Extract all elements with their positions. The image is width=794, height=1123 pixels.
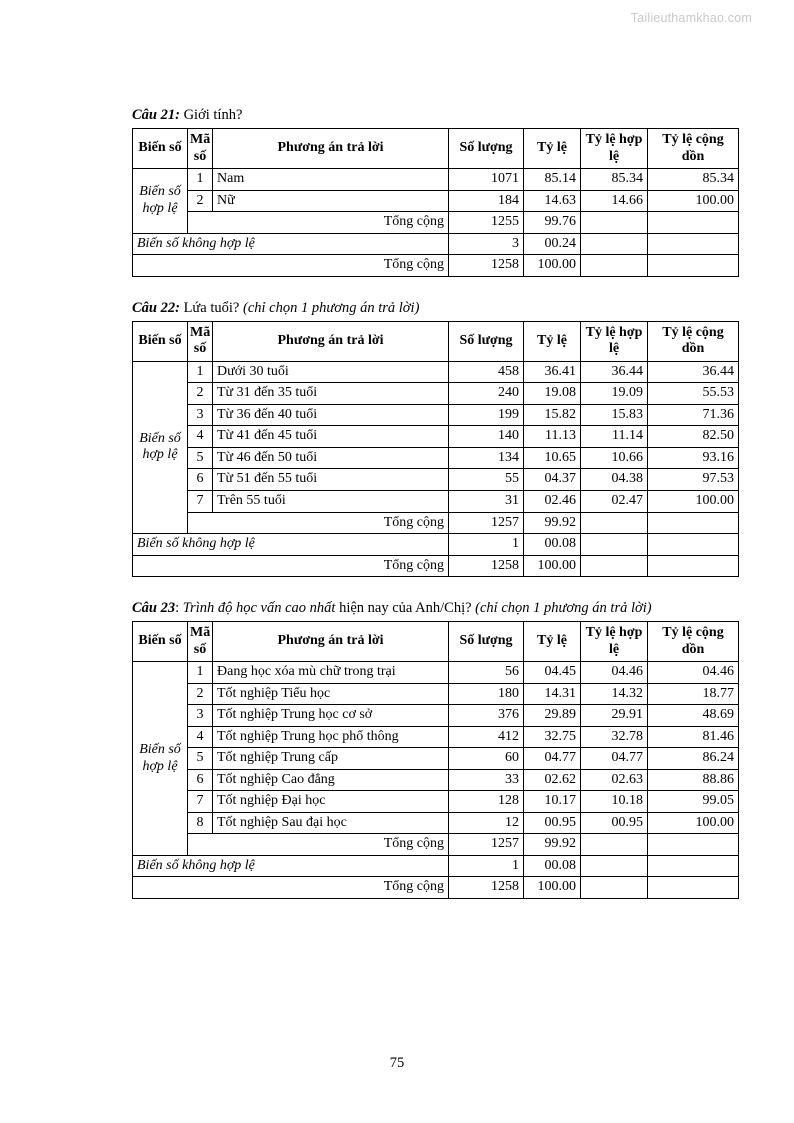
question-note: (chỉ chọn 1 phương án trả lời) [242, 299, 420, 316]
cell-answer: Từ 36 đến 40 tuổi [213, 404, 449, 426]
cell-cumulative-percent: 100.00 [648, 812, 739, 834]
cell-code: 5 [188, 748, 213, 770]
table-row [133, 662, 739, 684]
valid-total-cumulative-percent [648, 834, 739, 856]
question-title-emphasis: Trình độ học vấn cao nhất [182, 600, 336, 617]
cell-valid-percent: 10.18 [581, 791, 648, 813]
grand-total-percent: 100.00 [524, 877, 581, 899]
col-header-code: Mã số [188, 321, 213, 361]
table-row [133, 748, 739, 770]
invalid-variable-label: Biến số không hợp lệ [133, 534, 449, 556]
invalid-percent: 00.24 [524, 233, 581, 255]
grand-total-cumulative-percent [648, 555, 739, 577]
valid-variable-label: Biến số hợp lệ [133, 361, 188, 533]
cell-answer: Từ 41 đến 45 tuổi [213, 426, 449, 448]
table-row [133, 404, 739, 426]
cell-valid-percent: 02.63 [581, 769, 648, 791]
cell-percent: 04.37 [524, 469, 581, 491]
cell-code: 2 [188, 683, 213, 705]
grand-total-label: Tổng cộng [133, 255, 449, 277]
cell-valid-percent: 10.66 [581, 447, 648, 469]
cell-cumulative-percent: 93.16 [648, 447, 739, 469]
table-row [133, 469, 739, 491]
cell-cumulative-percent: 100.00 [648, 190, 739, 212]
cell-code: 6 [188, 469, 213, 491]
cell-cumulative-percent: 18.77 [648, 683, 739, 705]
cell-valid-percent: 04.38 [581, 469, 648, 491]
table-row [133, 726, 739, 748]
question-number: Câu 21: [132, 107, 180, 123]
cell-cumulative-percent: 81.46 [648, 726, 739, 748]
col-header-count: Số lượng [449, 321, 524, 361]
invalid-percent: 00.08 [524, 534, 581, 556]
invalid-valid-percent [581, 233, 648, 255]
col-header-code: Mã số [188, 129, 213, 169]
cell-count: 55 [449, 469, 524, 491]
cell-valid-percent: 04.46 [581, 662, 648, 684]
survey-table [132, 621, 739, 899]
invalid-count: 1 [449, 855, 524, 877]
table-row [133, 190, 739, 212]
invalid-cumulative-percent [648, 855, 739, 877]
cell-code: 5 [188, 447, 213, 469]
table-row [133, 791, 739, 813]
invalid-valid-percent [581, 534, 648, 556]
col-header-code: Mã số [188, 622, 213, 662]
cell-valid-percent: 14.66 [581, 190, 648, 212]
grand-total-row [133, 255, 739, 277]
cell-cumulative-percent: 04.46 [648, 662, 739, 684]
table-header-row [133, 321, 739, 361]
col-header-count: Số lượng [449, 129, 524, 169]
grand-total-percent: 100.00 [524, 555, 581, 577]
cell-code: 7 [188, 490, 213, 512]
cell-count: 134 [449, 447, 524, 469]
cell-count: 199 [449, 404, 524, 426]
valid-total-percent: 99.76 [524, 212, 581, 234]
valid-variable-label: Biến số hợp lệ [133, 662, 188, 856]
page-number: 75 [389, 1055, 405, 1071]
invalid-count: 3 [449, 233, 524, 255]
table-header-row [133, 622, 739, 662]
valid-total-percent: 99.92 [524, 834, 581, 856]
cell-percent: 19.08 [524, 383, 581, 405]
cell-code: 4 [188, 726, 213, 748]
cell-answer: Tốt nghiệp Trung học cơ sở [213, 705, 449, 727]
col-header-answer: Phương án trả lời [213, 129, 449, 169]
question-title: : [175, 600, 183, 617]
col-header-count: Số lượng [449, 622, 524, 662]
cell-percent: 29.89 [524, 705, 581, 727]
invalid-valid-percent [581, 855, 648, 877]
cell-cumulative-percent: 48.69 [648, 705, 739, 727]
cell-count: 184 [449, 190, 524, 212]
grand-total-cumulative-percent [648, 255, 739, 277]
cell-valid-percent: 36.44 [581, 361, 648, 383]
valid-variable-label: Biến số hợp lệ [133, 169, 188, 234]
grand-total-valid-percent [581, 877, 648, 899]
cell-cumulative-percent: 55.53 [648, 383, 739, 405]
col-header-cumulative-percent: Tỷ lệ cộng dồn [648, 622, 739, 662]
cell-count: 412 [449, 726, 524, 748]
cell-valid-percent: 02.47 [581, 490, 648, 512]
valid-total-valid-percent [581, 212, 648, 234]
invalid-percent: 00.08 [524, 855, 581, 877]
cell-count: 140 [449, 426, 524, 448]
cell-count: 128 [449, 791, 524, 813]
grand-total-label: Tổng cộng [133, 555, 449, 577]
cell-answer: Tốt nghiệp Cao đẳng [213, 769, 449, 791]
valid-total-percent: 99.92 [524, 512, 581, 534]
invalid-row [133, 855, 739, 877]
cell-valid-percent: 14.32 [581, 683, 648, 705]
invalid-variable-label: Biến số không hợp lệ [133, 233, 449, 255]
table-row [133, 361, 739, 383]
cell-answer: Từ 31 đến 35 tuổi [213, 383, 449, 405]
col-header-answer: Phương án trả lời [213, 622, 449, 662]
grand-total-valid-percent [581, 255, 648, 277]
table-row [133, 683, 739, 705]
col-header-cumulative-percent: Tỷ lệ cộng dồn [648, 129, 739, 169]
col-header-percent: Tỷ lệ [524, 622, 581, 662]
cell-code: 4 [188, 426, 213, 448]
cell-valid-percent: 85.34 [581, 169, 648, 191]
cell-percent: 10.65 [524, 447, 581, 469]
table-row [133, 769, 739, 791]
cell-valid-percent: 04.77 [581, 748, 648, 770]
table-row [133, 705, 739, 727]
cell-code: 2 [188, 190, 213, 212]
cell-count: 376 [449, 705, 524, 727]
cell-answer: Đang học xóa mù chữ trong trại [213, 662, 449, 684]
cell-percent: 36.41 [524, 361, 581, 383]
question-title: Lứa tuổi? [179, 299, 243, 316]
invalid-cumulative-percent [648, 534, 739, 556]
cell-percent: 14.31 [524, 683, 581, 705]
col-header-valid-percent: Tỷ lệ hợp lệ [581, 129, 648, 169]
cell-count: 60 [449, 748, 524, 770]
cell-code: 7 [188, 791, 213, 813]
table-row [133, 426, 739, 448]
grand-total-row [133, 555, 739, 577]
invalid-variable-label: Biến số không hợp lệ [133, 855, 449, 877]
cell-code: 3 [188, 404, 213, 426]
page-content [132, 106, 738, 921]
valid-total-row [133, 212, 739, 234]
cell-count: 31 [449, 490, 524, 512]
cell-count: 33 [449, 769, 524, 791]
cell-valid-percent: 11.14 [581, 426, 648, 448]
cell-cumulative-percent: 36.44 [648, 361, 739, 383]
valid-total-label: Tổng cộng [188, 212, 449, 234]
col-header-valid-percent: Tỷ lệ hợp lệ [581, 321, 648, 361]
valid-total-count: 1257 [449, 834, 524, 856]
invalid-row [133, 233, 739, 255]
table-row [133, 447, 739, 469]
valid-total-valid-percent [581, 512, 648, 534]
question-note: (chỉ chọn 1 phương án trả lời) [475, 600, 652, 617]
cell-percent: 11.13 [524, 426, 581, 448]
question-number: Câu 22: [132, 299, 180, 316]
col-header-cumulative-percent: Tỷ lệ cộng dồn [648, 321, 739, 361]
cell-valid-percent: 19.09 [581, 383, 648, 405]
col-header-answer: Phương án trả lời [213, 321, 449, 361]
cell-valid-percent: 00.95 [581, 812, 648, 834]
cell-cumulative-percent: 88.86 [648, 769, 739, 791]
cell-answer: Tốt nghiệp Tiểu học [213, 683, 449, 705]
cell-count: 180 [449, 683, 524, 705]
cell-valid-percent: 15.83 [581, 404, 648, 426]
table-header-row [133, 129, 739, 169]
cell-count: 1071 [449, 169, 524, 191]
col-header-percent: Tỷ lệ [524, 321, 581, 361]
cell-cumulative-percent: 99.05 [648, 791, 739, 813]
cell-percent: 10.17 [524, 791, 581, 813]
cell-answer: Trên 55 tuổi [213, 490, 449, 512]
valid-total-valid-percent [581, 834, 648, 856]
col-header-variable: Biến số [133, 321, 188, 361]
question-number: Câu 23 [132, 600, 176, 617]
cell-answer: Từ 46 đến 50 tuổi [213, 447, 449, 469]
valid-total-row [133, 512, 739, 534]
table-row [133, 490, 739, 512]
cell-answer: Tốt nghiệp Trung học phổ thông [213, 726, 449, 748]
question-heading [132, 599, 738, 617]
cell-code: 1 [188, 662, 213, 684]
cell-percent: 02.46 [524, 490, 581, 512]
col-header-variable: Biến số [133, 129, 188, 169]
cell-code: 8 [188, 812, 213, 834]
question-heading [132, 106, 738, 124]
cell-count: 56 [449, 662, 524, 684]
cell-answer: Tốt nghiệp Trung cấp [213, 748, 449, 770]
grand-total-count: 1258 [449, 555, 524, 577]
invalid-count: 1 [449, 534, 524, 556]
valid-total-count: 1255 [449, 212, 524, 234]
valid-total-cumulative-percent [648, 512, 739, 534]
cell-percent: 04.77 [524, 748, 581, 770]
table-row [133, 169, 739, 191]
site-watermark: Tailieuthamkhao.com [630, 11, 752, 25]
invalid-row [133, 534, 739, 556]
valid-total-row [133, 834, 739, 856]
cell-answer: Từ 51 đến 55 tuổi [213, 469, 449, 491]
grand-total-count: 1258 [449, 255, 524, 277]
cell-answer: Tốt nghiệp Đại học [213, 791, 449, 813]
valid-total-label: Tổng cộng [188, 512, 449, 534]
cell-cumulative-percent: 97.53 [648, 469, 739, 491]
cell-percent: 85.14 [524, 169, 581, 191]
cell-percent: 04.45 [524, 662, 581, 684]
question-title-tail: hiện nay của Anh/Chị? [335, 600, 476, 617]
cell-code: 1 [188, 169, 213, 191]
valid-total-cumulative-percent [648, 212, 739, 234]
cell-answer: Nam [213, 169, 449, 191]
cell-percent: 02.62 [524, 769, 581, 791]
valid-total-label: Tổng cộng [188, 834, 449, 856]
cell-code: 6 [188, 769, 213, 791]
cell-answer: Nữ [213, 190, 449, 212]
cell-percent: 32.75 [524, 726, 581, 748]
grand-total-row [133, 877, 739, 899]
question-title: Giới tính? [179, 107, 243, 123]
survey-table [132, 128, 739, 277]
cell-percent: 00.95 [524, 812, 581, 834]
cell-percent: 14.63 [524, 190, 581, 212]
grand-total-valid-percent [581, 555, 648, 577]
cell-percent: 15.82 [524, 404, 581, 426]
col-header-variable: Biến số [133, 622, 188, 662]
cell-count: 240 [449, 383, 524, 405]
table-row [133, 383, 739, 405]
grand-total-count: 1258 [449, 877, 524, 899]
invalid-cumulative-percent [648, 233, 739, 255]
cell-code: 3 [188, 705, 213, 727]
cell-answer: Tốt nghiệp Sau đại học [213, 812, 449, 834]
cell-code: 2 [188, 383, 213, 405]
table-row [133, 812, 739, 834]
cell-cumulative-percent: 86.24 [648, 748, 739, 770]
grand-total-label: Tổng cộng [133, 877, 449, 899]
cell-cumulative-percent: 85.34 [648, 169, 739, 191]
col-header-percent: Tỷ lệ [524, 129, 581, 169]
valid-total-count: 1257 [449, 512, 524, 534]
cell-count: 458 [449, 361, 524, 383]
cell-valid-percent: 32.78 [581, 726, 648, 748]
cell-cumulative-percent: 100.00 [648, 490, 739, 512]
cell-cumulative-percent: 82.50 [648, 426, 739, 448]
survey-table [132, 321, 739, 577]
cell-answer: Dưới 30 tuổi [213, 361, 449, 383]
question-heading [132, 299, 738, 317]
grand-total-percent: 100.00 [524, 255, 581, 277]
grand-total-cumulative-percent [648, 877, 739, 899]
col-header-valid-percent: Tỷ lệ hợp lệ [581, 622, 648, 662]
cell-count: 12 [449, 812, 524, 834]
cell-code: 1 [188, 361, 213, 383]
cell-cumulative-percent: 71.36 [648, 404, 739, 426]
cell-valid-percent: 29.91 [581, 705, 648, 727]
